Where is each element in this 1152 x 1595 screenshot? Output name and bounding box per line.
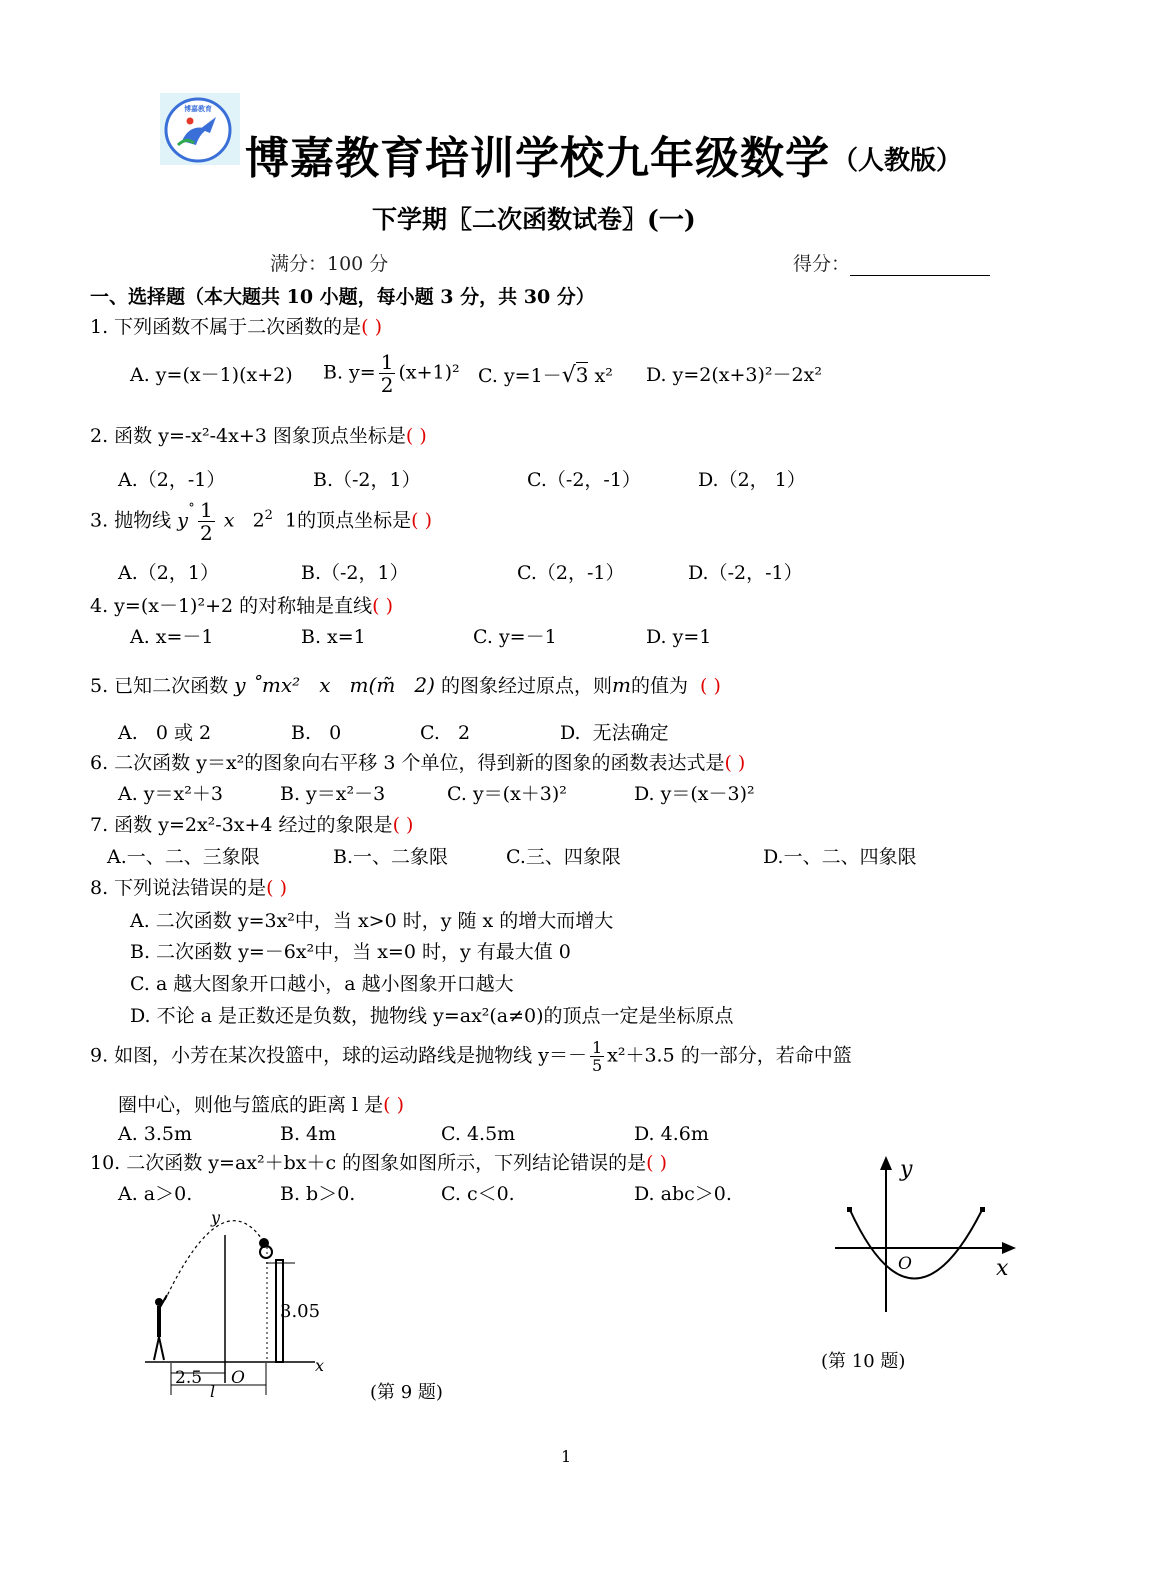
figure-9-basketball xyxy=(145,1205,335,1400)
hoop-ring xyxy=(260,1246,272,1258)
question-6-option-c[interactable]: C. y＝(x＋3)² xyxy=(447,783,567,805)
ball-trajectory xyxy=(165,1221,267,1300)
question-5-option-d[interactable]: D. 无法确定 xyxy=(560,722,669,744)
question-4-option-c[interactable]: C. y=－1 xyxy=(473,626,557,648)
fraction xyxy=(198,499,215,544)
answer-paren[interactable]: ( ) xyxy=(724,752,746,774)
option-c-prefix: C. y=1－ xyxy=(478,365,562,387)
question-10-option-a[interactable]: A. a＞0. xyxy=(118,1183,193,1205)
question-8-option-a[interactable]: A. 二次函数 y=3x²中，当 x>0 时，y 随 x 的增大而增大 xyxy=(130,910,614,932)
basketball xyxy=(259,1238,269,1248)
parabola-graph xyxy=(830,1152,1020,1317)
question-8-option-d[interactable]: D. 不论 a 是正数还是负数，抛物线 y=ax²(a≠0)的顶点一定是坐标原点 xyxy=(130,1005,734,1027)
question-10-option-b[interactable]: B. b＞0. xyxy=(280,1183,356,1205)
axis-label-x: x xyxy=(996,1256,1009,1281)
answer-paren[interactable]: ( ) xyxy=(411,509,433,532)
question-6-text: 6. 二次函数 y＝x²的图象向右平移 3 个单位，得到新的图象的函数表达式是 xyxy=(90,752,725,774)
question-9-option-d[interactable]: D. 4.6m xyxy=(634,1123,709,1145)
question-8-option-b[interactable]: B. 二次函数 y=－6x²中，当 x=0 时，y 有最大值 0 xyxy=(130,941,571,963)
question-3-option-a[interactable]: A.（2，1） xyxy=(118,562,219,584)
origin-label: O xyxy=(231,1368,245,1388)
answer-paren[interactable]: ( ) xyxy=(372,595,393,617)
math-m: m xyxy=(611,673,631,697)
fraction xyxy=(590,1039,604,1074)
fraction xyxy=(379,351,396,396)
question-1-option-a[interactable]: A. y=(x－1)(x+2) xyxy=(130,364,293,386)
math-fragment: 1 xyxy=(285,509,298,532)
question-5-option-b[interactable]: B. 0 xyxy=(291,722,342,744)
origin-label: O xyxy=(898,1254,912,1274)
question-7-option-c[interactable]: C.三、四象限 xyxy=(506,846,621,868)
question-5-prefix: 5. 已知二次函数 xyxy=(90,675,229,697)
logo-emblem-icon xyxy=(160,93,240,165)
question-2-option-a[interactable]: A.（2，-1） xyxy=(118,469,226,491)
axis-label-x: x xyxy=(315,1356,325,1375)
page-subtitle: 下学期〖二次函数试卷〗(一) xyxy=(372,205,696,234)
fraction-denominator: 2 xyxy=(199,521,213,545)
x-axis-arrow-icon xyxy=(1002,1242,1016,1254)
distance-label: 2.5 xyxy=(175,1368,203,1388)
question-5-option-c[interactable]: C. 2 xyxy=(420,722,471,744)
option-b-prefix: B. y= xyxy=(323,361,376,384)
answer-paren[interactable]: ( ) xyxy=(266,877,288,899)
figure-10-caption: (第 10 题) xyxy=(821,1351,906,1372)
radicand: 3 xyxy=(575,363,589,387)
option-b-suffix: (x+1)² xyxy=(398,361,460,384)
sqrt-icon: √ xyxy=(561,363,576,388)
question-2-option-d[interactable]: D.（2， 1） xyxy=(698,469,806,491)
fraction-numerator: 1 xyxy=(380,350,394,374)
player-figure xyxy=(154,1295,167,1360)
distance-l-label: l xyxy=(210,1382,216,1400)
question-9-text-2: 圈中心，则他与篮底的距离 l 是 xyxy=(118,1094,384,1116)
page-title: 博嘉教育培训学校九年级数学 xyxy=(245,133,830,184)
curve-endpoint xyxy=(847,1207,852,1212)
question-3-option-d[interactable]: D.（-2，-1） xyxy=(688,562,803,584)
question-10-option-c[interactable]: C. c＜0. xyxy=(441,1183,515,1205)
question-3-option-c[interactable]: C.（2，-1） xyxy=(517,562,625,584)
question-3-stem xyxy=(90,499,432,544)
question-10-option-d[interactable]: D. abc＞0. xyxy=(634,1183,732,1205)
score-label xyxy=(793,252,990,276)
question-7-option-a[interactable]: A.一、二、三象限 xyxy=(107,846,260,868)
axis-label-y: y xyxy=(900,1157,913,1182)
question-3-suffix: 的顶点坐标是 xyxy=(297,509,412,532)
answer-paren[interactable]: ( ) xyxy=(405,425,427,447)
question-8-option-c[interactable]: C. a 越大图象开口越小，a 越小图象开口越大 xyxy=(130,973,514,995)
math-y: y xyxy=(177,509,188,532)
y-axis-arrow-icon xyxy=(880,1156,892,1170)
question-5-option-a[interactable]: A. 0 或 2 xyxy=(118,722,212,744)
question-7-option-d[interactable]: D.一、二、四象限 xyxy=(763,846,917,868)
question-4-text: 4. y=(x－1)²+2 的对称轴是直线 xyxy=(90,595,373,617)
answer-paren[interactable]: ( ) xyxy=(700,675,721,697)
question-2-text: 2. 函数 y=-x²-4x+3 图象顶点坐标是 xyxy=(90,425,406,447)
parabola-curve xyxy=(850,1210,982,1279)
height-label: 3.05 xyxy=(280,1301,321,1322)
question-6-option-a[interactable]: A. y＝x²＋3 xyxy=(118,783,223,805)
question-3-prefix: 3. 抛物线 xyxy=(90,509,172,532)
question-9-line2 xyxy=(118,1093,404,1117)
math-fragment: 2 xyxy=(252,509,265,532)
figure-9-caption: (第 9 题) xyxy=(370,1382,443,1403)
question-10-stem xyxy=(90,1151,667,1175)
answer-paren[interactable]: ( ) xyxy=(646,1152,668,1174)
question-1-option-b[interactable] xyxy=(323,351,460,396)
full-score-label: 满分：100 分 xyxy=(270,253,389,275)
question-9-stem xyxy=(90,1039,852,1074)
question-3-option-b[interactable]: B.（-2，1） xyxy=(301,562,409,584)
question-2-option-b[interactable]: B.（-2，1） xyxy=(313,469,421,491)
math-x: x xyxy=(223,509,235,532)
fraction-numerator: 1 xyxy=(591,1038,603,1057)
question-2-stem xyxy=(90,424,427,448)
question-10-text: 10. 二次函数 y=ax²＋bx＋c 的图象如图所示，下列结论错误的是 xyxy=(90,1152,647,1174)
answer-paren[interactable]: ( ) xyxy=(383,1094,405,1116)
question-9-option-c[interactable]: C. 4.5m xyxy=(441,1123,516,1145)
question-9-prefix: 9. 如图，小芳在某次投篮中，球的运动路线是抛物线 y＝－ xyxy=(90,1044,587,1067)
question-4-option-b[interactable]: B. x=1 xyxy=(301,626,366,648)
question-1-option-d[interactable]: D. y=2(x+3)²－2x² xyxy=(646,364,822,386)
question-4-option-a[interactable]: A. x=－1 xyxy=(130,626,214,648)
section-heading: 一、选择题（本大题共 10 小题，每小题 3 分，共 30 分） xyxy=(90,286,595,308)
math-expression: y ˚mx² x m(m̃ 2) xyxy=(234,673,435,697)
question-9-option-b[interactable]: B. 4m xyxy=(280,1123,337,1145)
question-7-stem xyxy=(90,813,413,837)
question-1-option-c[interactable] xyxy=(478,363,613,388)
answer-paren[interactable]: ( ) xyxy=(361,316,383,338)
question-5-stem xyxy=(90,673,721,698)
question-5-suffix-2: 的值为 xyxy=(630,675,688,697)
math-symbol: ˚ xyxy=(187,503,195,519)
question-5-suffix: 的图象经过原点，则 xyxy=(440,675,612,697)
fraction-denominator: 2 xyxy=(380,373,394,397)
school-logo xyxy=(160,93,240,165)
question-6-option-d[interactable]: D. y＝(x－3)² xyxy=(634,783,755,805)
fraction-denominator: 5 xyxy=(591,1056,603,1075)
question-6-option-b[interactable]: B. y＝x²－3 xyxy=(280,783,386,805)
basketball-diagram xyxy=(145,1205,335,1400)
question-1-text: 1. 下列函数不属于二次函数的是 xyxy=(90,316,362,338)
page-number: 1 xyxy=(561,1447,572,1466)
option-c-suffix: x² xyxy=(594,365,613,387)
edition-label: （人教版） xyxy=(832,146,963,176)
axis-label-y: y xyxy=(211,1208,221,1227)
question-9-suffix: x²＋3.5 的一部分，若命中篮 xyxy=(607,1044,852,1067)
question-9-option-a[interactable]: A. 3.5m xyxy=(118,1123,193,1145)
question-1-stem xyxy=(90,315,382,339)
logo-text: 博嘉教育 xyxy=(184,105,212,113)
question-4-stem xyxy=(90,594,393,618)
answer-paren[interactable]: ( ) xyxy=(392,814,414,836)
score-blank[interactable] xyxy=(850,257,990,276)
question-8-stem xyxy=(90,876,287,900)
question-2-option-c[interactable]: C.（-2，-1） xyxy=(527,469,641,491)
question-7-option-b[interactable]: B.一、二象限 xyxy=(333,846,449,868)
question-8-text: 8. 下列说法错误的是 xyxy=(90,877,267,899)
curve-endpoint xyxy=(980,1207,985,1212)
score-label-text: 得分： xyxy=(793,253,851,275)
question-4-option-d[interactable]: D. y=1 xyxy=(646,626,712,648)
figure-10-parabola xyxy=(830,1152,1020,1317)
question-7-text: 7. 函数 y=2x²-3x+4 经过的象限是 xyxy=(90,814,393,836)
fraction-numerator: 1 xyxy=(199,498,213,522)
math-exponent: 2 xyxy=(264,508,273,524)
question-6-stem xyxy=(90,751,745,775)
